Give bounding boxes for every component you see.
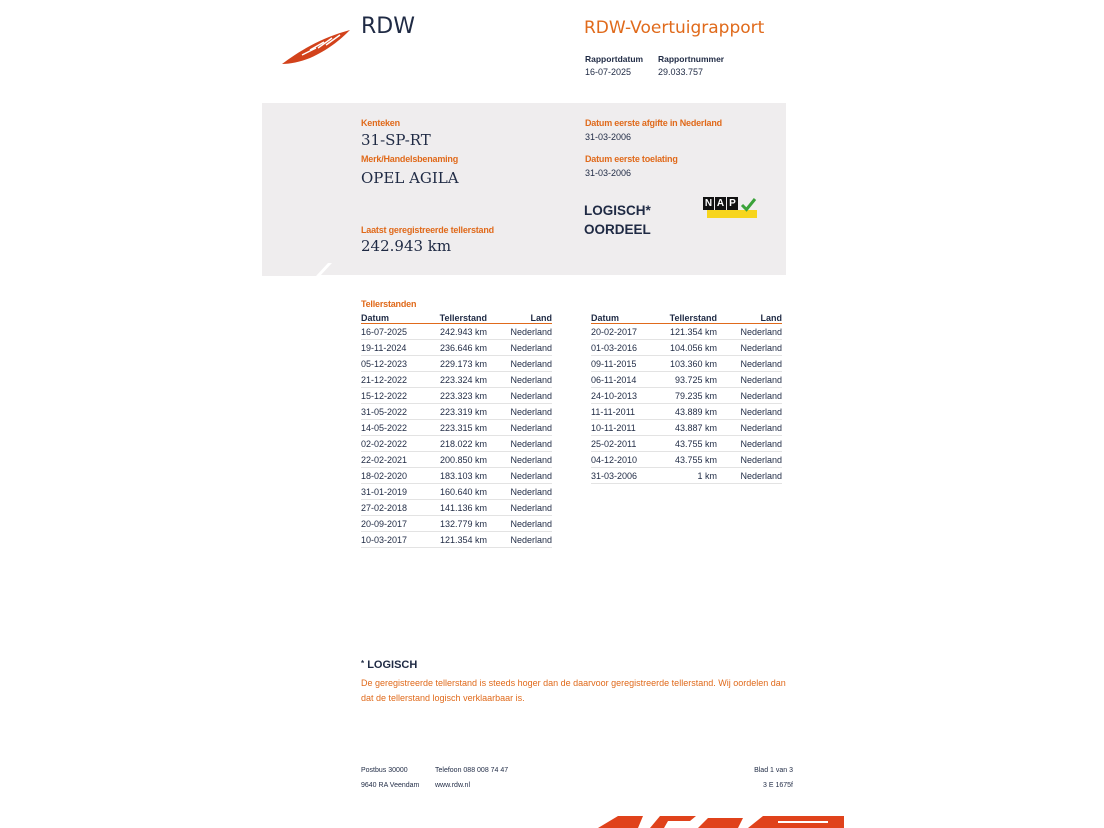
footer-page: Blad 1 van 3 [754, 767, 793, 774]
reading-odometer: 93.725 km [669, 372, 717, 388]
reading-odometer: 229.173 km [439, 356, 487, 372]
table-row [591, 356, 782, 372]
table-row [591, 436, 782, 452]
table-row [361, 388, 552, 404]
footer-stripe-decoration [598, 813, 844, 828]
reading-country: Nederland [487, 532, 552, 548]
reading-odometer: 121.354 km [439, 532, 487, 548]
table-row [361, 484, 552, 500]
reading-country: Nederland [717, 356, 782, 372]
reading-odometer: 223.315 km [439, 420, 487, 436]
reading-date: 05-12-2023 [361, 356, 439, 372]
report-number-label: Rapportnummer [658, 54, 725, 64]
table-row [361, 516, 552, 532]
check-icon [740, 197, 757, 213]
reading-odometer: 223.319 km [439, 404, 487, 420]
reading-country: Nederland [487, 324, 552, 340]
reading-date: 22-02-2021 [361, 452, 439, 468]
reading-odometer: 236.646 km [439, 340, 487, 356]
footer-phone: Telefoon 088 008 74 47 [435, 767, 509, 774]
report-date-label: Rapportdatum [585, 54, 644, 64]
table-row [591, 404, 782, 420]
first-admission-label: Datum eerste toelating [585, 154, 678, 164]
nap-badge [703, 197, 757, 219]
reading-date: 31-01-2019 [361, 484, 439, 500]
plate-label: Kenteken [361, 118, 400, 128]
readings-table-right [591, 313, 782, 484]
reading-date: 15-12-2022 [361, 388, 439, 404]
reading-date: 31-05-2022 [361, 404, 439, 420]
odometer-label: Laatst geregistreerde tellerstand [361, 225, 494, 235]
table-row [361, 436, 552, 452]
reading-odometer: 183.103 km [439, 468, 487, 484]
nap-letter: A [716, 198, 725, 209]
report-number: 29.033.757 [658, 67, 704, 77]
reading-odometer: 242.943 km [439, 324, 487, 340]
panel-notch-decoration [262, 263, 332, 276]
reading-odometer: 141.136 km [439, 500, 487, 516]
footer-web: www.rdw.nl [435, 782, 471, 789]
reading-odometer: 200.850 km [439, 452, 487, 468]
reading-country: Nederland [717, 420, 782, 436]
vehicle-panel [262, 103, 786, 275]
reading-date: 24-10-2013 [591, 388, 669, 404]
org-name: RDW [361, 14, 415, 39]
first-issue-nl-value: 31-03-2006 [585, 132, 632, 142]
nap-letters [703, 197, 738, 210]
reading-date: 10-03-2017 [361, 532, 439, 548]
reading-date: 04-12-2010 [591, 452, 669, 468]
reading-country: Nederland [487, 404, 552, 420]
reading-country: Nederland [487, 452, 552, 468]
nap-letter: N [704, 198, 713, 209]
reading-country: Nederland [487, 500, 552, 516]
reading-date: 10-11-2011 [591, 420, 669, 436]
plate-value: 31-SP-RT [361, 131, 431, 149]
reading-country: Nederland [487, 372, 552, 388]
reading-date: 01-03-2016 [591, 340, 669, 356]
reading-date: 09-11-2015 [591, 356, 669, 372]
reading-country: Nederland [487, 356, 552, 372]
reading-date: 31-03-2006 [591, 468, 669, 484]
reading-odometer: 121.354 km [669, 324, 717, 340]
reading-date: 20-09-2017 [361, 516, 439, 532]
reading-country: Nederland [717, 452, 782, 468]
odometer-value: 242.943 km [361, 237, 452, 255]
table-row [361, 420, 552, 436]
table-row [591, 452, 782, 468]
report-number-block [658, 54, 724, 77]
readings-title: Tellerstanden [361, 299, 417, 309]
table-row [591, 372, 782, 388]
nap-letter: P [727, 197, 738, 210]
column-header-country: Land [487, 313, 552, 324]
reading-date: 21-12-2022 [361, 372, 439, 388]
reading-country: Nederland [717, 372, 782, 388]
reading-country: Nederland [487, 340, 552, 356]
reading-odometer: 218.022 km [439, 436, 487, 452]
table-row [591, 420, 782, 436]
table-header-row [361, 313, 552, 324]
table-header-row [591, 313, 782, 324]
reading-date: 14-05-2022 [361, 420, 439, 436]
reading-country: Nederland [487, 420, 552, 436]
reading-odometer: 43.755 km [669, 436, 717, 452]
table-row [361, 500, 552, 516]
reading-date: 27-02-2018 [361, 500, 439, 516]
reading-odometer: 223.323 km [439, 388, 487, 404]
readings-table-left [361, 313, 552, 548]
footer-address-1: Postbus 30000 [361, 767, 408, 774]
footer-address-2: 9640 RA Veendam [361, 782, 420, 789]
reading-country: Nederland [487, 484, 552, 500]
reading-country: Nederland [717, 388, 782, 404]
first-admission-value: 31-03-2006 [585, 168, 632, 178]
reading-country: Nederland [487, 516, 552, 532]
note-heading [361, 659, 417, 671]
make-label: Merk/Handelsbenaming [361, 154, 459, 164]
rdw-logo-icon [280, 28, 352, 66]
reading-date: 19-11-2024 [361, 340, 439, 356]
column-header-date: Datum [591, 313, 669, 324]
table-row [361, 324, 552, 340]
reading-odometer: 103.360 km [669, 356, 717, 372]
verdict-line-1: LOGISCH* [584, 203, 651, 218]
first-issue-nl-label: Datum eerste afgifte in Nederland [585, 118, 722, 128]
note-text: De geregistreerde tellerstand is steeds hoger dan de daarvoor geregistreerde tellerstand. Wij oordelen dan dat de tellerstand logisch verklaarbaar is. [361, 678, 786, 703]
reading-date: 18-02-2020 [361, 468, 439, 484]
table-row [361, 452, 552, 468]
reading-country: Nederland [717, 404, 782, 420]
table-row [361, 404, 552, 420]
reading-date: 20-02-2017 [591, 324, 669, 340]
reading-odometer: 43.887 km [669, 420, 717, 436]
reading-date: 25-02-2011 [591, 436, 669, 452]
column-header-country: Land [717, 313, 782, 324]
reading-date: 02-02-2022 [361, 436, 439, 452]
table-row [361, 356, 552, 372]
table-row [361, 532, 552, 548]
table-row [361, 468, 552, 484]
reading-country: Nederland [717, 340, 782, 356]
footer-code: 3 E 1675f [763, 782, 793, 789]
reading-odometer: 160.640 km [439, 484, 487, 500]
column-header-odometer: Tellerstand [439, 313, 487, 323]
reading-odometer: 43.755 km [669, 452, 717, 468]
reading-odometer: 79.235 km [669, 388, 717, 404]
report-date-block [585, 54, 643, 77]
asterisk: * [361, 659, 365, 668]
verdict-line-2: OORDEEL [584, 222, 651, 237]
column-header-odometer: Tellerstand [669, 313, 717, 323]
table-row [361, 372, 552, 388]
reading-odometer: 132.779 km [439, 516, 487, 532]
table-row [591, 388, 782, 404]
reading-odometer: 104.056 km [669, 340, 717, 356]
table-row [591, 340, 782, 356]
column-header-date: Datum [361, 313, 439, 324]
note-title: LOGISCH [367, 659, 418, 671]
reading-country: Nederland [487, 436, 552, 452]
reading-country: Nederland [487, 468, 552, 484]
report-title: RDW-Voertuigrapport [584, 18, 765, 38]
table-row [361, 340, 552, 356]
reading-date: 06-11-2014 [591, 372, 669, 388]
table-row [591, 324, 782, 340]
make-value: OPEL AGILA [361, 169, 459, 187]
reading-odometer: 223.324 km [439, 372, 487, 388]
reading-country: Nederland [487, 388, 552, 404]
reading-country: Nederland [717, 324, 782, 340]
reading-odometer: 43.889 km [669, 404, 717, 420]
report-date: 16-07-2025 [585, 67, 632, 77]
reading-date: 16-07-2025 [361, 324, 439, 340]
verdict [584, 201, 651, 239]
reading-country: Nederland [717, 468, 782, 484]
reading-odometer: 1 km [669, 468, 717, 484]
reading-date: 11-11-2011 [591, 404, 669, 420]
table-row [591, 468, 782, 484]
reading-country: Nederland [717, 436, 782, 452]
